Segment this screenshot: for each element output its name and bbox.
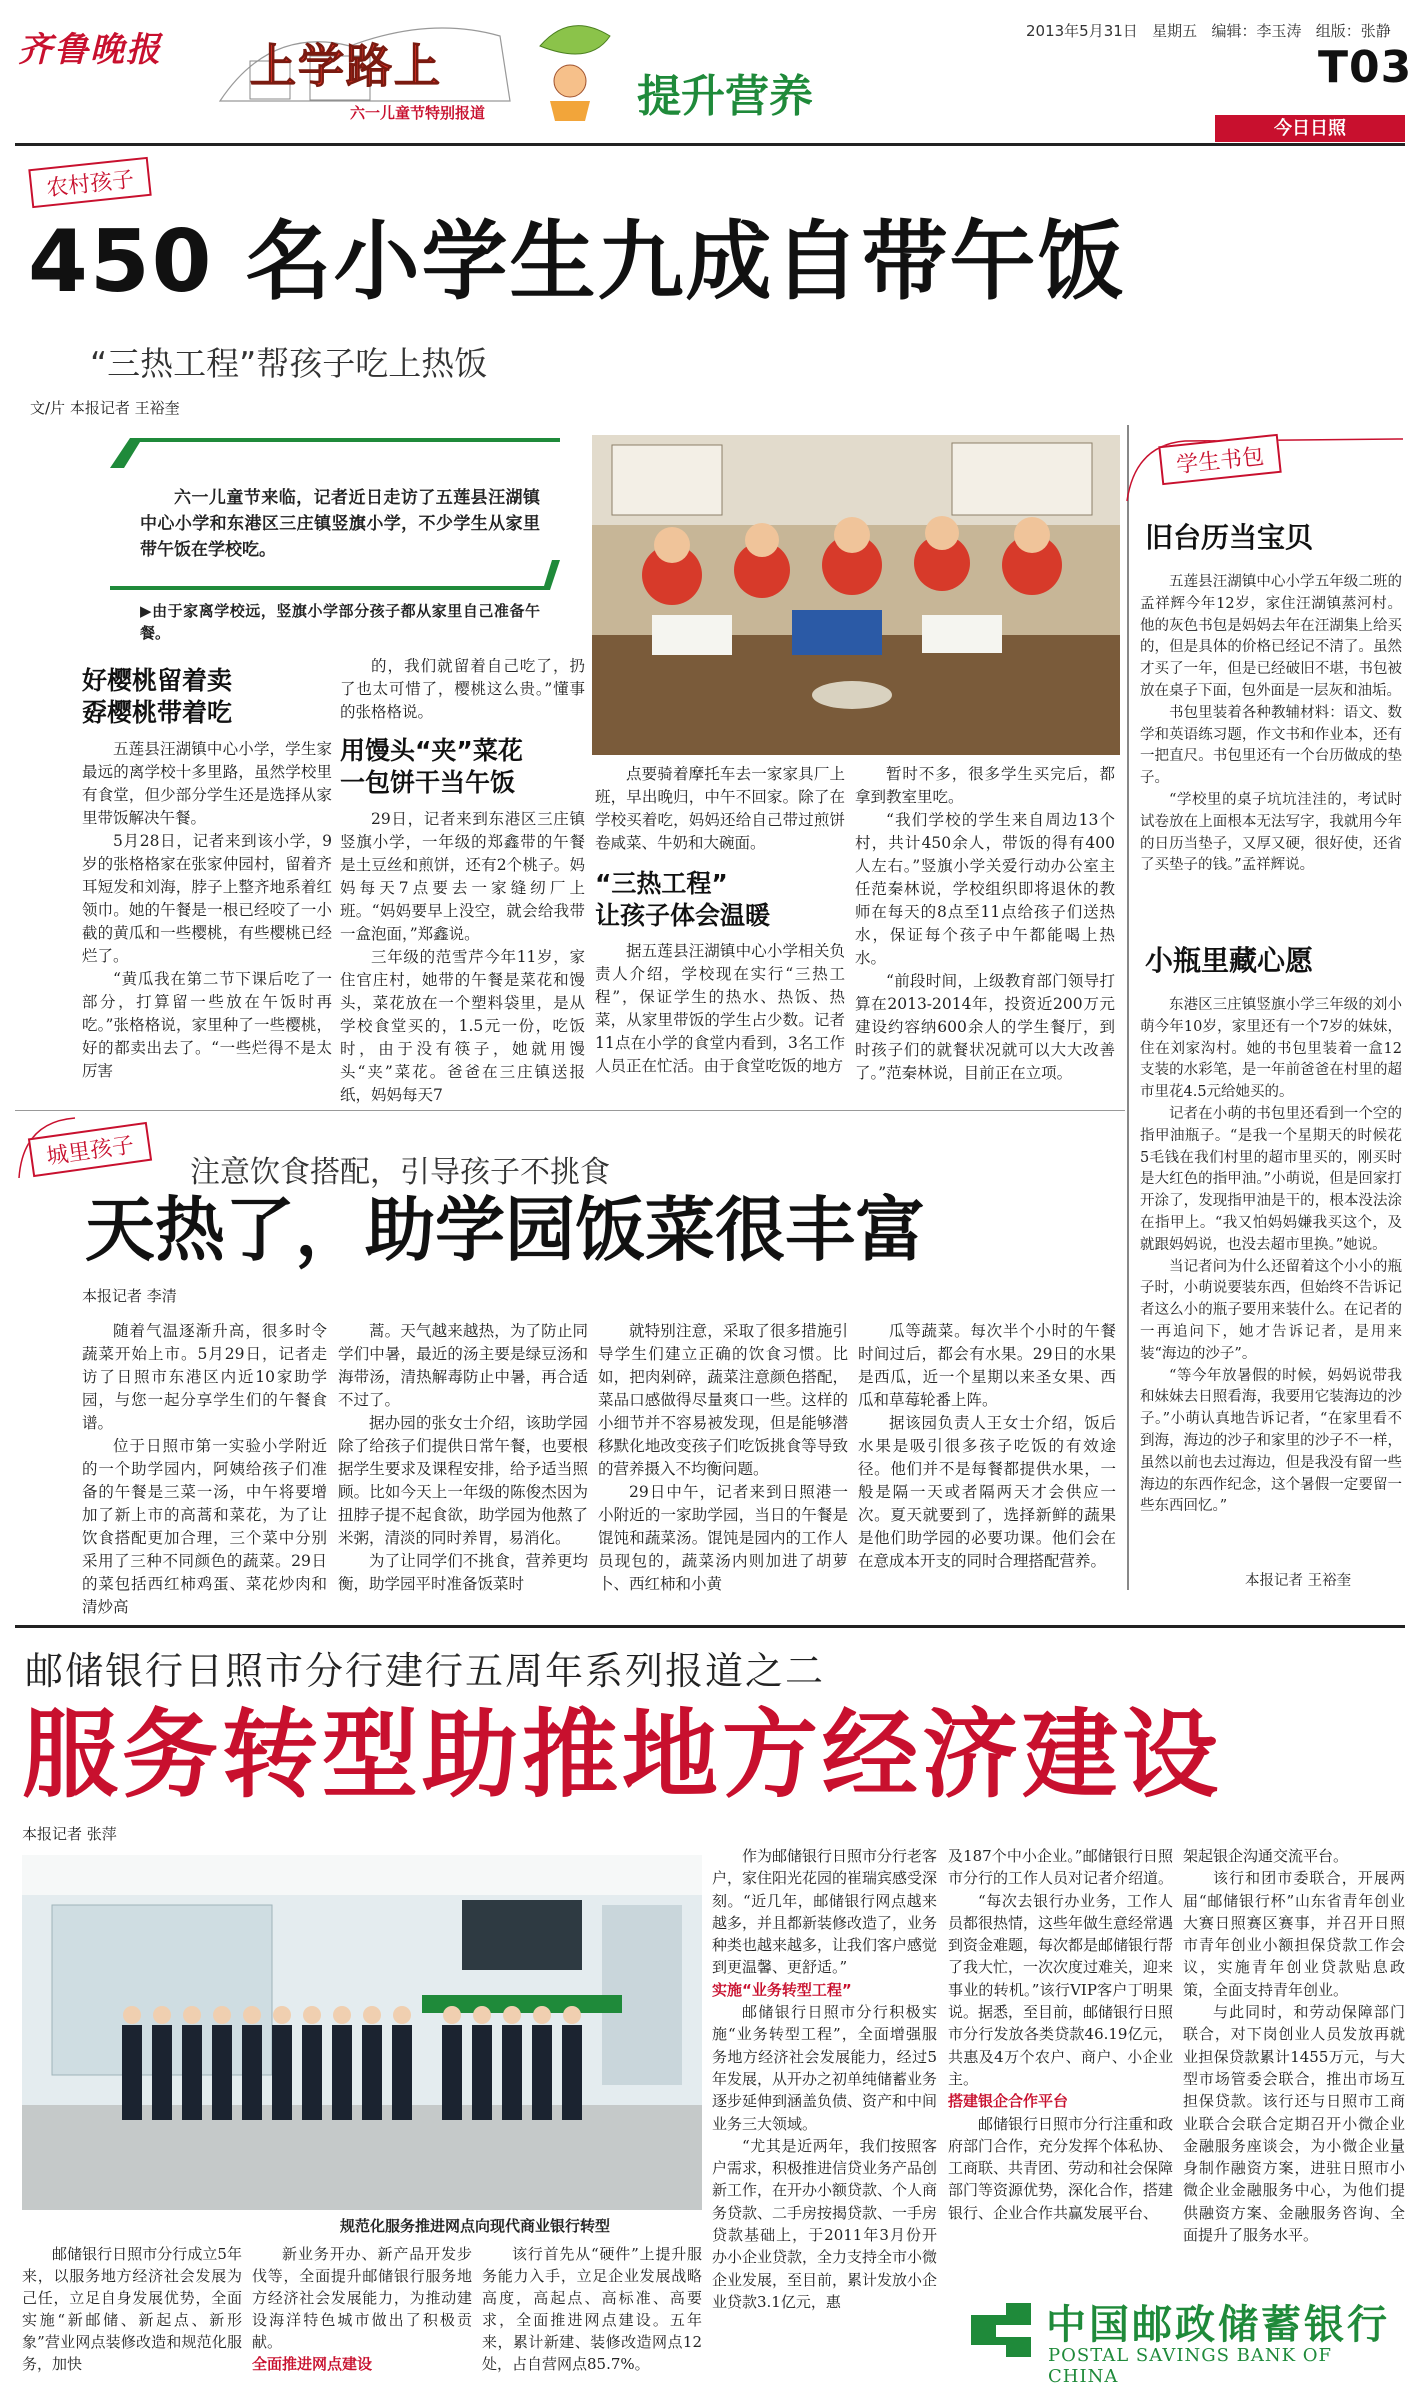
bank-photo-caption: 规范化服务推进网点向现代商业银行转型 [340, 2217, 611, 2235]
section-logo-sub: 六一儿童节特别报道 [350, 104, 486, 122]
story2-byline: 本报记者 李清 [82, 1287, 177, 1305]
lead-deco-top [110, 438, 560, 468]
paragraph: 据办园的张女士介绍，该助学园除了给孩子们提供日常午餐，也要根据学生要求及课程安排，给予适当照顾。比如今天上一年级的陈俊杰因为扭脖子提不起食欲，助学园为他熬了米粥，清淡的同时养胃，易消化。 [338, 1414, 588, 1547]
photo-caption-1: ▶由于家离学校远，竖旗小学部分孩子都从家里自己准备午餐。 [140, 602, 540, 642]
paragraph: 蒿。天气越来越热，为了防止同学们中暑，最近的汤主要是绿豆汤和海带汤，清热解毒防止中暑，再合适不过了。 [338, 1322, 588, 1409]
paragraph: “前段时间，上级教育部门领导打算在2013-2014年，投资近200万元建设约容纳600余人的学生餐厅，到时孩子们的就餐状况就可以大大改善了。”范秦林说，目前正在立项。 [855, 972, 1115, 1082]
sidebar-byline: 本报记者 王裕奎 [1245, 1573, 1352, 1589]
story3-top-rule [15, 1625, 1405, 1628]
story1-col2b [340, 808, 585, 1107]
bank-name-cn: 中国邮政储蓄银行 [1046, 2301, 1390, 2348]
bank-logo-icon [966, 2295, 1036, 2365]
story1-sub2 [340, 735, 585, 799]
paragraph: 该行首先从“硬件”上提升服务能力入手，立足企业发展战略高度，高起点、高标准、高要求，全面推进网点建设。五年来，累计新建、装修改造网点12处，占自营网点85.7%。 [482, 2245, 702, 2373]
paragraph: 随着气温逐渐升高，很多时令蔬菜开始上市。5月29日，记者走访了日照市东港区内近10家助学园，与您一起分享学生们的午餐食谱。 [82, 1322, 327, 1432]
paper-name: 齐鲁晚报 [18, 30, 162, 70]
section-logo [210, 6, 630, 126]
paragraph: 邮储银行日照市分行成立5年来，以服务地方经济社会发展为己任，立足自身发展优势，全面实施“新邮储、新起点、新形象”营业网点装修改造和规范化服务，加快 [22, 2245, 242, 2373]
story3-headline: 服务转型助推地方经济建设 [22, 1699, 1222, 1811]
sub3-line1: “三热工程” [595, 869, 728, 898]
paragraph: 该行和团市委联合，开展两届“邮储银行杯”山东省青年创业大赛日照赛区赛事，并召开日照市青年创业小额担保贷款工作会议，实施青年创业贷款贴息政策，全面支持青年创业。 [1183, 1869, 1405, 1999]
page-number: T03 [1318, 42, 1413, 93]
sub3-line2: 让孩子体会温暖 [595, 901, 771, 930]
story3-byline: 本报记者 张萍 [22, 1825, 117, 1843]
paragraph: 与此同时，和劳动保障部门联合，对下岗创业人员发放再就业担保贷款累计1455万元，与大型市场管委会联合，推出市场互担保贷款。该行还与日照市工商业联合会联合定期召开小微企业金融服务座谈会，为小微企业量身制作融资方案，进驻日照市小微企业金融服务中心，为他们提供融资方案、金融服务咨询、全面提升了服务水平。 [1183, 2003, 1405, 2245]
sidebar-tag: 学生书包 [1158, 434, 1281, 485]
weekday: 星期五 [1152, 22, 1198, 40]
paragraph: “黄瓜我在第二节下课后吃了一部分，打算留一些放在午饭时再吃。”张格格说，家里种了一些樱桃，好的都卖出去了。“一些烂得不是太厉害 [82, 970, 332, 1080]
sidebar-divider [1127, 425, 1129, 1590]
paragraph: 书包里装着各种教辅材料：语文、数学和英语练习题，作文书和作业本，还有一把直尺。书包里还有一个台历做成的垫子。 [1140, 704, 1402, 787]
paragraph: “学校里的桌子坑坑洼洼的，考试时试卷放在上面根本无法写字，我就用今年的日历当垫子，又厚又硬，很好使，还省了买垫子的钱。”孟祥辉说。 [1140, 791, 1402, 874]
paragraph: “我们学校的学生来自周边13个村，共计450余人，带饭的得有400人左右。”竖旗小学关爱行动办公室主任范秦林说，学校组织即将退休的教师在每天的8点至11点给孩子们送热水，保证每个孩子中午都能喝上热水。 [855, 811, 1115, 967]
paragraph: 架起银企沟通交流平台。 [1183, 1847, 1349, 1865]
paragraph: 位于日照市第一实验小学附近的一个助学园内，阿姨给孩子们准备的午餐是三菜一汤，中午将要增加了新上市的高蒿和菜花，为了让饮食搭配更加合理，三个菜中分别采用了三种不同颜色的蔬菜。29日的菜包括西红柿鸡蛋、菜花炒肉和清炒高 [82, 1437, 327, 1616]
story1-col3b [595, 940, 845, 1078]
paragraph: “等今年放暑假的时候，妈妈说带我和妹妹去日照看海，我要用它装海边的沙子。”小萌认真地告诉记者，“在家里看不到海，海边的沙子和家里的沙子不一样，虽然以前也去过海边，但是我没有留一些海边的东西作纪念，这个暑假一定要留一些东西回忆。” [1140, 1367, 1402, 1515]
story1-sub3 [595, 868, 845, 932]
sub2-line1: 用馒头“夹”菜花 [340, 736, 523, 765]
paragraph: 三年级的范雪芹今年11岁，家住官庄村，她带的午餐是菜花和馒头，菜花放在一个塑料袋里，是从学校食堂买的，1.5元一份，吃饭时，由于没有筷子，她就用馒头“夹”菜花。爸爸在三庄镇送报纸，妈妈每天7 [340, 948, 585, 1104]
paragraph: 5月28日，记者来到该小学，9岁的张格格家在张家仲园村，留着齐耳短发和刘海，脖子上整齐地系着红领巾。她的午餐是一根已经咬了一小截的黄瓜和一些樱桃，有些樱桃已经烂了。 [82, 832, 332, 965]
sec-c-title: 搭建银企合作平台 [948, 2092, 1069, 2111]
date: 2013年5月31日 [1026, 22, 1138, 40]
edition-bar [1215, 115, 1405, 142]
paragraph: 新业务开办、新产品开发步伐等，全面提升邮储银行服务地方经济社会发展能力，为推动建设海洋特色城市做出了积极贡献。 [252, 2245, 472, 2351]
paragraph: 就特别注意，采取了很多措施引导学生们建立正确的饮食习惯。比如，把肉剁碎，蔬菜注意颜色搭配，菜品口感做得尽量爽口一些。这样的小细节并不容易被发现，但是能够潜移默化地改变孩子们吃饭挑食等导致的营养摄入不均衡问题。 [598, 1322, 848, 1478]
story2-tag: 城里孩子 [28, 1122, 152, 1177]
story3-col-bp1 [22, 2243, 242, 2375]
paragraph: “尤其是近两年，我们按照客户需求，积极推进信贷业务产品创新工作，在开办小额贷款、个人商务贷款、二手房按揭贷款、一手房贷款基础上，于2011年3月份开办小企业贷款，全力支持全市小微企业发展，至目前，累计发放小企业贷款3.1亿元，惠 [712, 2136, 938, 2311]
sidebar-text2 [1140, 995, 1402, 1518]
story3-col-a [712, 1845, 937, 2313]
paragraph: 五莲县汪湖镇中心小学，学生家最远的离学校十多里路，虽然学校里有食堂，但少部分学生还是选择从家里带饭解决午餐。 [82, 740, 332, 827]
paragraph: 邮储银行日照市分行积极实施“业务转型工程”，全面增强服务地方经济社会发展能力，经过5年发展，从开办之初单纯储蓄业务逐步延伸到涵盖负债、资产和中间业务三大领域。 [712, 2003, 938, 2133]
paragraph: 东港区三庄镇竖旗小学三年级的刘小萌今年10岁，家里还有一个7岁的妹妹，住在刘家沟村。她的书包里装着一盒12支装的水彩笔，是一年前爸爸在村里的超市里花4.5元给她买的。 [1140, 997, 1402, 1101]
layout-credit: 组版：张静 [1315, 22, 1391, 40]
paragraph: 瓜等蔬菜。每次半个小时的午餐时间过后，都会有水果。29日的水果是西瓜，近一个星期以来圣女果、西瓜和草莓轮番上阵。 [858, 1322, 1116, 1409]
sidebar-text1 [1140, 572, 1402, 877]
paragraph: 的，我们就留着自己吃了，扔了也太可惜了，樱桃这么贵。”懂事的张格格说。 [340, 657, 585, 721]
staff-row [122, 2025, 582, 2120]
editor: 编辑：李玉涛 [1211, 22, 1302, 40]
section-name: 提升营养 [637, 71, 813, 122]
masthead [0, 0, 1417, 150]
story1-sub1 [82, 665, 332, 729]
story1-byline: 文/片 本报记者 王裕奎 [30, 399, 180, 417]
story3-kicker: 邮储银行日照市分行建行五周年系列报道之二 [25, 1649, 826, 1693]
story1-col4 [855, 763, 1115, 1085]
classroom-photo [592, 435, 1120, 755]
section-logo-title: 上学路上 [250, 39, 442, 93]
paragraph: 暂时不多，很多学生买完后，都拿到教室里吃。 [855, 765, 1115, 806]
story2-kicker: 注意饮食搭配，引导孩子不挑食 [190, 1155, 610, 1190]
sidebar-title2: 小瓶里藏心愿 [1145, 944, 1314, 977]
paragraph: 当记者问为什么还留着这个小小的瓶子时，小萌说要装东西，但始终不告诉记者这么小的瓶子要用来装什么。在记者的一再追问下，她才告诉记者，是用来装“海边的沙子”。 [1140, 1258, 1402, 1362]
bank-name-en: POSTAL SAVINGS BANK OF CHINA [1048, 2345, 1333, 2383]
paragraph: 邮储银行日照市分行注重和政府部门合作，充分发挥个体私协、工商联、共青团、劳动和社会保障部门等资源优势，深化合作，搭建银行、企业合作共赢发展平台、 [948, 2114, 1174, 2222]
masthead-meta [1026, 20, 1391, 41]
story2-col4 [858, 1320, 1116, 1573]
story1-tag: 农村孩子 [28, 157, 151, 208]
story1-col2a [340, 655, 585, 724]
bank-logo [958, 2283, 1408, 2383]
story1-col3 [595, 763, 845, 855]
paragraph: 点要骑着摩托车去一家家具厂上班，早出晚归，中午不回家。除了在学校买着吃，妈妈还给自己带过煎饼卷咸菜、牛奶和大碗面。 [595, 765, 845, 852]
sub1-line1: 好樱桃留着卖 [82, 666, 233, 695]
paragraph: 五莲县汪湖镇中心小学五年级二班的孟祥辉今年12岁，家住汪湖镇蒸河村。他的灰色书包是妈妈去年在汪湖集上给买的，但是具体的价格已经记不清了。虽然才买了一年，但是已经破旧不堪，书包被放在桌子下面，包外面是一层灰和油垢。 [1140, 574, 1402, 699]
sec-b-title: 实施“业务转型工程” [712, 1980, 852, 1999]
story2-col2 [338, 1320, 588, 1596]
masthead-rule [15, 143, 1405, 146]
sub1-line2: 孬樱桃带着吃 [82, 698, 233, 727]
paragraph: 据该园负责人王女士介绍，饭后水果是吸引很多孩子吃饭的有效途径。他们并不是每餐都提供水果，一般是隔一天或者隔两天才会供应一次。夏天就要到了，选择新鲜的蔬果是他们助学园的必要功课。他们会在在意成本开支的同时合理搭配营养。 [858, 1414, 1116, 1570]
paragraph: 29日中午，记者来到日照港一小附近的一家助学园，当日的午餐是馄饨和蔬菜汤。馄饨是园内的工作人员现包的，蔬菜汤内则加进了胡萝卜、西红柿和小黄 [598, 1483, 848, 1593]
paragraph: 记者在小萌的书包里还看到一个空的指甲油瓶子。“是我一个星期天的时候花5毛钱在我们村里的超市里买的，刚买时是大红色的指甲油。”小萌说，但是回家打开涂了，发现指甲油是干的，根本没法涂在指甲上。“我又怕妈妈嫌我买这个，及就跟妈妈说，也没去超市里换。”她说。 [1140, 1105, 1402, 1253]
bank-branch-photo [22, 1855, 702, 2210]
story2-headline: 天热了，助学园饭菜很丰富 [85, 1189, 925, 1271]
paragraph: “每次去银行办业务，工作人员都很热情，这些年做生意经常遇到资金难题，每次都是邮储银行帮了我大忙，一次次度过难关，迎来事业的转机。”该行VIP客户丁明果说。据悉，至目前，邮储银行日照市分行发放各类贷款46.19亿元，共惠及4万个农户、商户、小企业主。 [948, 1891, 1174, 2088]
story2-col1 [82, 1320, 327, 1619]
story1-headline: 450 名小学生九成自带午饭 [28, 212, 1126, 312]
paragraph: 为了让同学们不挑食，营养更均衡，助学园平时准备饭菜时 [338, 1552, 588, 1593]
lead-deco-bottom [110, 560, 560, 590]
story1-lead: 六一儿童节来临，记者近日走访了五莲县汪湖镇中心小学和东港区三庄镇竖旗小学，不少学生从家里带午饭在学校吃。 [140, 488, 540, 560]
sidebar-title1: 旧台历当宝贝 [1145, 521, 1314, 554]
story3-col-c [1183, 1845, 1405, 2246]
story1-col1 [82, 738, 332, 1083]
paragraph: 作为邮储银行日照市分行老客户，家住阳光花园的崔瑞宾感受深刻。“近几年，邮储银行网点越来越多，并且都新装修改造了，业务种类也越来越多，让我们客户感觉到更温馨、更舒适。” [712, 1847, 938, 1977]
story2-col3 [598, 1320, 848, 1596]
story3-col-bp3 [482, 2243, 702, 2375]
story1-subhead: “三热工程”帮孩子吃上热饭 [90, 344, 488, 383]
sub2-line2: 一包饼干当午饭 [340, 768, 516, 797]
sec-a-title: 全面推进网点建设 [252, 2355, 373, 2373]
paragraph: 据五莲县汪湖镇中心小学相关负责人介绍，学校现在实行“三热工程”，保证学生的热水、热饭、热菜，从家里带饭的学生占少数。记者11点在小学的食堂内看到，3名工作人员正在忙活。由于食堂吃饭的地方 [595, 942, 845, 1075]
story3-col-b [948, 1845, 1173, 2224]
edition-label: 今日日照 [1274, 118, 1346, 139]
paragraph: 及187个中小企业。”邮储银行日照市分行的工作人员对记者介绍道。 [948, 1847, 1174, 1888]
story3-col-bp2 [252, 2243, 472, 2375]
paragraph: 29日，记者来到东港区三庄镇竖旗小学，一年级的郑鑫带的午餐是土豆丝和煎饼，还有2个桃子。妈妈每天7点要去一家缝纫厂上班。“妈妈要早上没空，就会给我带一盒泡面，”郑鑫说。 [340, 810, 585, 943]
